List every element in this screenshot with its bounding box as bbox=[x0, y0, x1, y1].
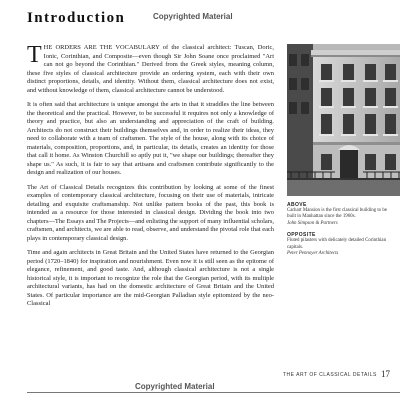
caption-heading-above: ABOVE bbox=[287, 202, 307, 208]
page-title: Introduction bbox=[27, 10, 126, 26]
paragraph-3: The Art of Classical Details recognizes this contribution by looking at some of the finest examples of contemporary classical architecture, focusing on their use of materials, intricate detailing and exquisite craftsmanship. Not unlike pattern books of the past, this book is intended as a resource for those interested in classical design. Dividing the book into two chapters—The Essays and The Projects—and enlisting the support of many influential scholars, craftsmen, and architects, we are able to read, observe, and understand the pivotal role that each plays in contemporary classical design. bbox=[27, 183, 274, 242]
caption-text-opposite: Fluted pilasters with delicately detailed Corinthian capitals. bbox=[287, 238, 387, 250]
paragraph-1 bbox=[27, 44, 274, 95]
running-head: THE ART OF CLASSICAL DETAILS bbox=[283, 372, 377, 378]
bottom-rule bbox=[27, 392, 400, 393]
paragraph-2: It is often said that architecture is unique amongst the arts in that it straddles the line between the theoretical and the practical. However, to be successful it requires not only a knowledge of theory and practice, but also an understanding and appreciation of the craft of building. Architects do not construct their buildings themselves and, in order to realize their ideas, they need to collaborate with a team of craftsmen. The style of the house, along with its choice of materials, composition, proportions, and, in particular, its details, creates an identity for those that call it home. As Winston Churchill so aptly put it, "we shape our buildings; thereafter they shape us." As such, it is fair to say that artisans and craftsmen contribute significantly to the design and realization of our houses. bbox=[27, 101, 274, 176]
watermark-top: Copyrighted Material bbox=[153, 12, 233, 21]
caption-heading-opposite: OPPOSITE bbox=[287, 232, 316, 239]
townhouse-illustration bbox=[287, 44, 400, 196]
building-photo bbox=[287, 44, 400, 196]
caption-credit-opposite: Peter Pennoyer Architects bbox=[287, 251, 339, 257]
paragraph-1-text: HE ORDERS ARE THE VOCABULARY of the classical architect: Tuscan, Doric, Ionic, Corinthian, and Composite—even though Sir John Soane once proclaimed "Art can not go beyond the Corinthian." Derived from the Greek styles, meaning column, these five styles of classical architecture provide an ordering system, each with their own distinct proportions, details, and identity. Without them, classical architecture does not exist, and without knowledge of them, classical architecture cannot be understood. bbox=[27, 44, 274, 94]
watermark-bottom: Copyrighted Material bbox=[135, 382, 215, 391]
page-number: 17 bbox=[381, 369, 390, 379]
paragraph-4: Time and again architects in Great Britain and the United States have returned to the Georgian period (1720–1840) for inspiration and nourishment. Even now it is still seen as the epitome of elegance, refinement, and good taste. And, although classical architecture is not a single historical style, it is important to recognize the role that the Georgian period, with its multiple architectural variants, has had on the domestic architecture of Great Britain and the United States. Of particular importance are the mid-Georgian Palladian style epitomized by the neo-Classical bbox=[27, 249, 274, 307]
body-text bbox=[27, 44, 274, 315]
caption-column bbox=[287, 202, 392, 262]
caption-credit-above: John Simpson & Partners bbox=[287, 220, 338, 226]
drop-cap: T bbox=[27, 42, 42, 68]
caption-text-above: Carhart Mansion is the first classical building to be built in Manhattan since the 1960s. bbox=[287, 208, 387, 220]
